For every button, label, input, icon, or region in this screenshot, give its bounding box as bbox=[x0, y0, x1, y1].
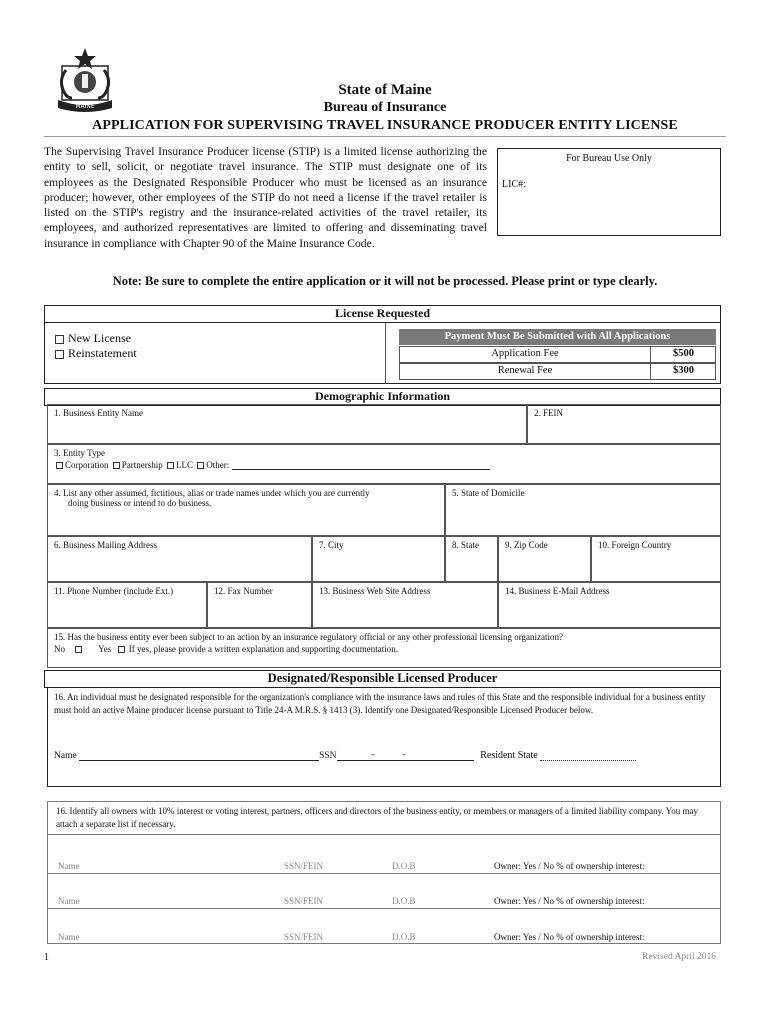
ssn-dash-2: - bbox=[402, 750, 406, 760]
header-divider bbox=[44, 136, 726, 137]
owner-dob-label: D.O.B bbox=[392, 896, 416, 906]
resident-state-input[interactable] bbox=[540, 760, 636, 761]
corporation-checkbox[interactable] bbox=[56, 462, 63, 469]
application-fee-label: Application Fee bbox=[491, 348, 559, 359]
yes-label: Yes bbox=[98, 644, 112, 654]
payment-heading: Payment Must Be Submitted with All Applications bbox=[399, 329, 716, 345]
owner-ssn-label: SSN/FEIN bbox=[284, 861, 324, 871]
yes-checkbox[interactable] bbox=[118, 646, 125, 653]
header-bureau: Bureau of Insurance bbox=[323, 100, 447, 115]
state-of-domicile-field[interactable] bbox=[445, 484, 721, 536]
city-field[interactable] bbox=[312, 536, 445, 582]
owner-name-label: Name bbox=[58, 932, 80, 942]
no-checkbox[interactable] bbox=[75, 646, 82, 653]
renewal-fee-row bbox=[399, 363, 716, 380]
seal-text: MAINE bbox=[75, 103, 95, 110]
other-label: Other: bbox=[206, 460, 230, 470]
owner-name-label: Name bbox=[58, 896, 80, 906]
owner-interest-label: Owner: Yes / No % of ownership interest: bbox=[494, 861, 645, 871]
mailing-address-label: 6. Business Mailing Address bbox=[54, 540, 158, 550]
phone-number-field[interactable] bbox=[47, 582, 207, 628]
state-label: 8. State bbox=[452, 540, 479, 550]
web-site-label: 13. Business Web Site Address bbox=[319, 586, 431, 596]
form-title: APPLICATION FOR SUPERVISING TRAVEL INSURANCE PRODUCER ENTITY LICENSE bbox=[92, 118, 678, 133]
ssn-dash-1: - bbox=[371, 750, 375, 760]
owner-interest-label: Owner: Yes / No % of ownership interest: bbox=[494, 932, 645, 942]
city-label: 7. City bbox=[319, 540, 344, 550]
corporation-label: Corporation bbox=[65, 460, 109, 470]
producer-ssn-label: SSN bbox=[319, 751, 337, 761]
revision-date: Revised April 2016 bbox=[642, 952, 716, 962]
entity-type-label: 3. Entity Type bbox=[54, 448, 105, 458]
demographic-heading: Demographic Information bbox=[44, 388, 721, 406]
designated-producer-section bbox=[47, 687, 721, 787]
license-requested-heading: License Requested bbox=[44, 305, 721, 323]
mailing-address-field[interactable] bbox=[47, 536, 312, 582]
owners-section bbox=[47, 801, 721, 944]
fax-number-label: 12. Fax Number bbox=[214, 586, 273, 596]
application-fee-amount: $500 bbox=[673, 348, 694, 359]
license-divider bbox=[385, 323, 386, 383]
intro-paragraph: The Supervising Travel Insurance Producer license (STIP) is a limited license authorizing the entity to sell, solicit, or negotiate travel insurance. The STIP must designate one of its employees as the Designated Responsible Producer who must be licensed as an insurance producer; however, other employees of the STIP do not need a license if the travel retailer is listed on the STIP's registry and the insurance-related activities of the travel retailer, its employees, and authorized representatives are limited to offering and disseminating travel insurance in compliance with Chapter 90 of the Maine Insurance Code. bbox=[44, 145, 487, 250]
state-of-domicile-label: 5. State of Domicile bbox=[452, 488, 525, 498]
business-entity-name-field[interactable] bbox=[47, 404, 527, 444]
ssn-part2-input[interactable] bbox=[375, 760, 403, 761]
zip-code-label: 9. Zip Code bbox=[505, 540, 548, 550]
trade-names-label: 4. List any other assumed, fictitious, alias or trade names under which you are currently bbox=[54, 488, 370, 498]
completion-note: Note: Be sure to complete the entire application or it will not be processed. Please print or type clearly. bbox=[112, 274, 658, 288]
zip-code-field[interactable] bbox=[498, 536, 591, 582]
license-section bbox=[44, 322, 721, 384]
regulatory-action-question bbox=[47, 628, 721, 668]
partnership-checkbox[interactable] bbox=[113, 462, 120, 469]
lic-number-label: LIC#: bbox=[502, 179, 526, 190]
header-state: State of Maine bbox=[338, 82, 432, 98]
producer-name-label: Name bbox=[54, 751, 77, 761]
bureau-use-box bbox=[497, 148, 721, 236]
business-entity-name-label: 1. Business Entity Name bbox=[54, 408, 143, 418]
reinstatement-checkbox[interactable] bbox=[55, 350, 64, 359]
foreign-country-field[interactable] bbox=[591, 536, 721, 582]
regulatory-action-label: 15. Has the business entity ever been subject to an action by an insurance regulatory official or any other professional licensing organization? bbox=[54, 632, 564, 642]
new-license-label: New License bbox=[68, 331, 131, 345]
owner-ssn-label: SSN/FEIN bbox=[284, 932, 324, 942]
owner-name-label: Name bbox=[58, 861, 80, 871]
renewal-fee-amount: $300 bbox=[673, 365, 694, 376]
email-label: 14. Business E-Mail Address bbox=[505, 586, 610, 596]
phone-number-label: 11. Phone Number (include Ext.) bbox=[54, 586, 174, 596]
fein-label: 2. FEIN bbox=[534, 408, 563, 418]
new-license-option[interactable] bbox=[55, 331, 131, 346]
producer-name-input[interactable] bbox=[79, 760, 319, 761]
web-site-field[interactable] bbox=[312, 582, 498, 628]
trade-names-field[interactable] bbox=[47, 484, 445, 536]
designated-producer-text: 16. An individual must be designated responsible for the organization's compliance with the insurance laws and rules of this State and the responsible individual for a business entity must hold an active Maine producer license pursuant to Title 24-A M.R.S. § 1413 (3). Identify one Designated/Responsible Licensed Producer below. bbox=[54, 692, 706, 715]
trade-names-label-cont: doing business or intend to do business. bbox=[68, 498, 212, 508]
owner-ssn-label: SSN/FEIN bbox=[284, 896, 324, 906]
owner-interest-label: Owner: Yes / No % of ownership interest: bbox=[494, 896, 645, 906]
bureau-use-title: For Bureau Use Only bbox=[566, 153, 652, 164]
state-field[interactable] bbox=[445, 536, 498, 582]
renewal-fee-label: Renewal Fee bbox=[497, 365, 553, 376]
owner-dob-label: D.O.B bbox=[392, 861, 416, 871]
owner-dob-label: D.O.B bbox=[392, 932, 416, 942]
other-checkbox[interactable] bbox=[197, 462, 204, 469]
partnership-label: Partnership bbox=[121, 460, 163, 470]
page-number: 1 bbox=[44, 952, 49, 963]
llc-label: LLC bbox=[176, 460, 193, 470]
designated-producer-heading: Designated/Responsible Licensed Producer bbox=[44, 670, 721, 688]
email-field[interactable] bbox=[498, 582, 721, 628]
reinstatement-label: Reinstatement bbox=[68, 346, 137, 360]
designated-producer-line bbox=[54, 750, 636, 761]
owners-text: 16. Identify all owners with 10% interest or voting interest, partners, officers and directors of the business entity, or members or managers of a limited liability company. You may attach a separate list if necessary. bbox=[56, 806, 699, 829]
yes-explanation-label: If yes, please provide a written explanation and supporting documentation. bbox=[128, 644, 398, 654]
no-label: No bbox=[54, 644, 65, 654]
fein-field[interactable] bbox=[527, 404, 721, 444]
new-license-checkbox[interactable] bbox=[55, 335, 64, 344]
resident-state-label: Resident State bbox=[480, 750, 538, 761]
fax-number-field[interactable] bbox=[207, 582, 312, 628]
application-fee-row bbox=[399, 346, 716, 363]
entity-type-field bbox=[47, 444, 721, 484]
llc-checkbox[interactable] bbox=[167, 462, 174, 469]
foreign-country-label: 10. Foreign Country bbox=[598, 540, 672, 550]
ssn-part1-input[interactable] bbox=[337, 760, 372, 761]
ssn-part3-input[interactable] bbox=[406, 760, 474, 761]
other-entity-input[interactable] bbox=[232, 469, 490, 470]
reinstatement-option[interactable] bbox=[55, 346, 137, 361]
